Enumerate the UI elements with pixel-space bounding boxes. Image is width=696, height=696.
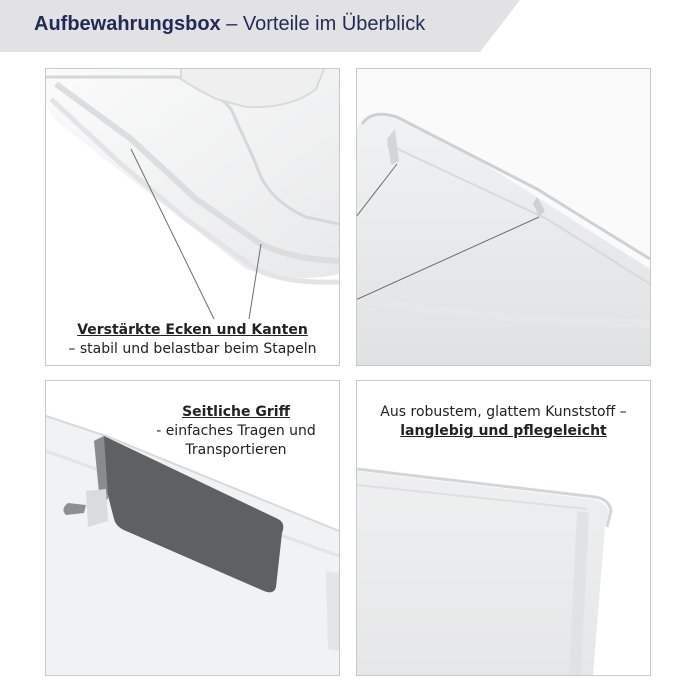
material-caption-line1: Aus robustem, glattem Kunststoff – [380,404,627,420]
handle-caption-line2: Transportieren [185,442,287,458]
panel-box-corner [356,68,651,366]
corners-caption [46,321,339,359]
header-banner [0,0,696,52]
panel-material [356,380,651,676]
handle-caption [141,403,331,460]
material-caption [357,403,650,441]
page-title [34,13,425,36]
panel-lid-corner [45,68,340,366]
title-subtitle: – Vorteile im Überblick [220,13,426,35]
material-caption-title: langlebig und pflegeleicht [400,423,607,439]
handle-caption-line1: - einfaches Tragen und [156,423,316,439]
callout-lines-right [357,69,650,365]
panel-handle [45,380,340,676]
handle-caption-title: Seitliche Griff [182,404,290,420]
title-product-name: Aufbewahrungsbox [34,13,221,35]
corners-caption-title: Verstärkte Ecken und Kanten [77,322,308,338]
corners-caption-text: – stabil und belastbar beim Stapeln [68,341,317,357]
